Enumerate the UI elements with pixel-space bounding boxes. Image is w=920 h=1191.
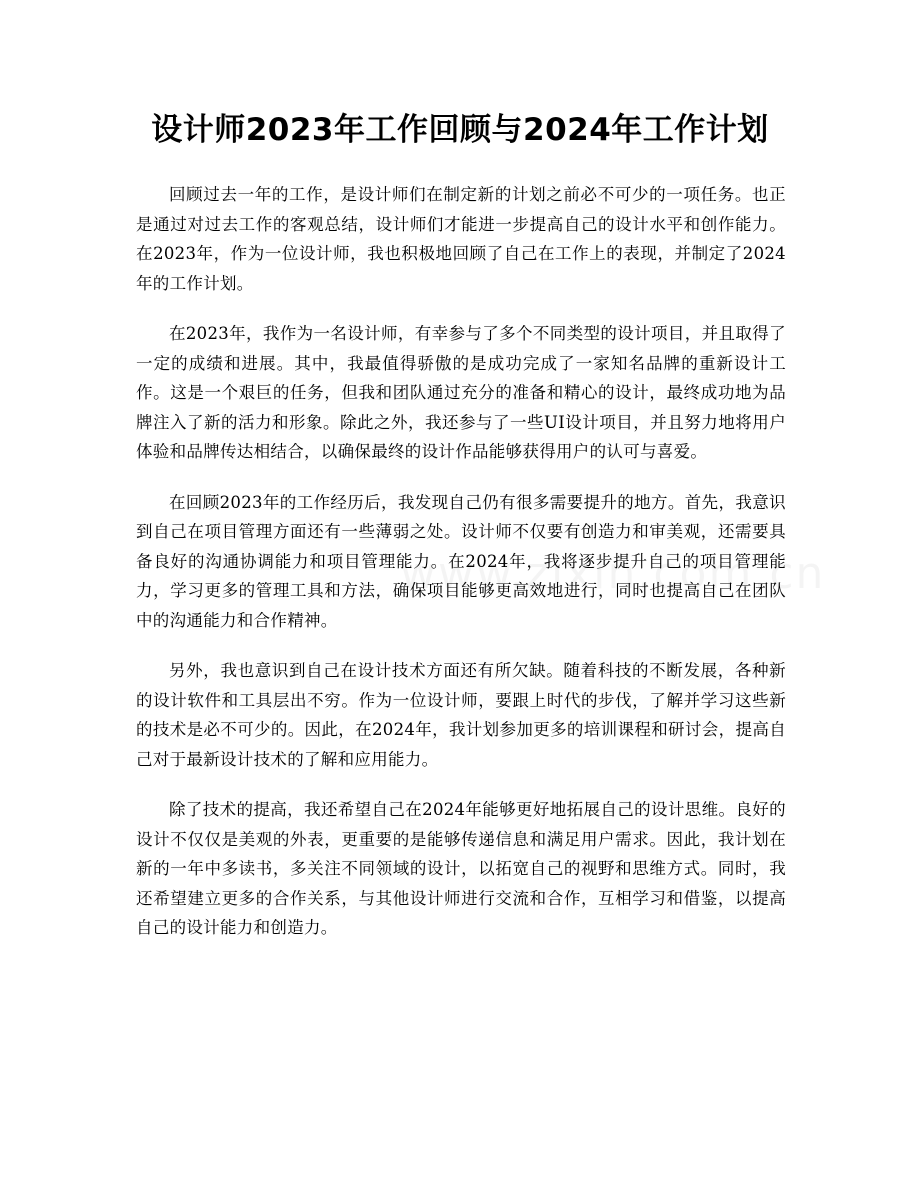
paragraph-2: 在2023年，我作为一名设计师，有幸参与了多个不同类型的设计项目，并且取得了一定的成绩和进展。其中，我最值得骄傲的是成功完成了一家知名品牌的重新设计工作。这是一个艰巨的任务，但我和团队通过充分的准备和精心的设计，最终成功地为品牌注入了新的活力和形象。除此之外，我还参与了一些UI设计项目，并且努力地将用户体验和品牌传达相结合，以确保最终的设计作品能够获得用户的认可与喜爱。 (136, 324, 786, 461)
paragraph-5: 除了技术的提高，我还希望自己在2024年能够更好地拓展自己的设计思维。良好的设计不仅仅是美观的外表，更重要的是能够传递信息和满足用户需求。因此，我计划在新的一年中多读书，多关注不同领域的设计，以拓宽自己的视野和思维方式。同时，我还希望建立更多的合作关系，与其他设计师进行交流和合作，互相学习和借鉴，以提高自己的设计能力和创造力。 (136, 800, 786, 937)
paragraph-3: 在回顾2023年的工作经历后，我发现自己仍有很多需要提升的地方。首先，我意识到自己在项目管理方面还有一些薄弱之处。设计师不仅要有创造力和审美观，还需要具备良好的沟通协调能力和项目管理能力。在2024年，我将逐步提升自己的项目管理能力，学习更多的管理工具和方法，确保项目能够更高效地进行，同时也提高自己在团队中的沟通能力和合作精神。 (136, 492, 786, 630)
document-body (136, 180, 786, 964)
paragraph-4: 另外，我也意识到自己在设计技术方面还有所欠缺。随着科技的不断发展，各种新的设计软件和工具层出不穷。作为一位设计师，要跟上时代的步伐，了解并学习这些新的技术是必不可少的。因此，在2024年，我计划参加更多的培训课程和研讨会，提高自己对于最新设计技术的了解和应用能力。 (136, 661, 786, 769)
document-title: 设计师2023年工作回顾与2024年工作计划 (151, 112, 769, 148)
paragraph-1: 回顾过去一年的工作，是设计师们在制定新的计划之前必不可少的一项任务。也正是通过对过去工作的客观总结，设计师们才能进一步提高自己的设计水平和创作能力。在2023年，作为一位设计师，我也积极地回顾了自己在工作上的表现，并制定了2024年的工作计划。 (136, 185, 786, 293)
